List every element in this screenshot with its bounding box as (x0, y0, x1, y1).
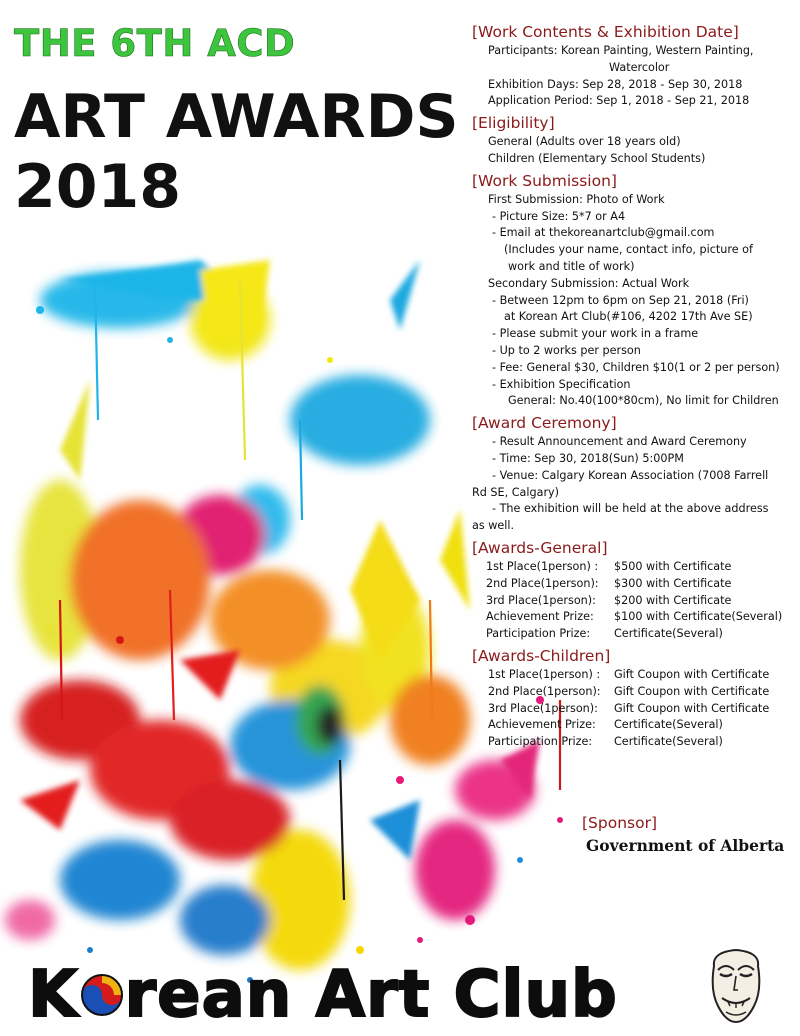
edition-title: THE 6TH ACD (14, 22, 296, 65)
ceremony-venue-2: Rd SE, Calgary) (472, 485, 560, 499)
award-label: 2nd Place(1person): (488, 684, 601, 698)
ceremony-venue-1: - Venue: Calgary Korean Association (7008 Farrell (492, 468, 769, 482)
award-label: 1st Place(1person) : (486, 559, 599, 573)
award-label: 1st Place(1person) : (488, 667, 601, 681)
club-logo (28, 955, 618, 1035)
main-title-line1: ART AWARDS (14, 82, 459, 152)
award-row (472, 559, 796, 576)
award-value: $100 with Certificate(Several) (614, 610, 783, 624)
award-row (472, 667, 796, 684)
submission-heading: [Work Submission] (472, 171, 617, 190)
award-row (472, 609, 796, 626)
award-label: Participation Prize: (488, 735, 593, 749)
awards-general-table (472, 559, 796, 643)
award-row (472, 701, 796, 718)
includes-line-1: (Includes your name, contact info, picture of (504, 243, 753, 257)
secondary-submission: Secondary Submission: Actual Work (488, 276, 690, 290)
award-value: Certificate(Several) (614, 735, 723, 749)
club-logo-k: K (28, 958, 79, 1032)
picture-size: - Picture Size: 5*7 or A4 (492, 209, 626, 223)
award-label: Achievement Prize: (486, 610, 594, 624)
award-row (472, 576, 796, 593)
awards-children-table (472, 667, 796, 751)
award-label: Achievement Prize: (488, 718, 596, 732)
submission-limit: - Up to 2 works per person (492, 343, 641, 357)
submission-between: - Between 12pm to 6pm on Sep 21, 2018 (Fri) (492, 293, 749, 307)
ceremony-result: - Result Announcement and Award Ceremony (492, 435, 747, 449)
award-row (472, 593, 796, 610)
first-submission: First Submission: Photo of Work (488, 192, 665, 206)
award-value: Certificate(Several) (614, 627, 723, 641)
award-row (472, 734, 796, 751)
exhibition-spec-detail: General: No.40(100*80cm), No limit for Children (508, 394, 779, 408)
exhibition-spec: - Exhibition Specification (492, 377, 631, 391)
eligibility-general: General (Adults over 18 years old) (488, 135, 681, 149)
award-label: 3rd Place(1person): (488, 701, 598, 715)
main-title (14, 82, 459, 222)
taegeuk-icon (80, 973, 124, 1017)
award-value: Gift Coupon with Certificate (614, 701, 770, 715)
award-value: $300 with Certificate (614, 576, 732, 590)
awards-general-heading: [Awards-General] (472, 538, 608, 557)
award-label: 2nd Place(1person): (486, 576, 599, 590)
sponsor-heading: [Sponsor] (582, 814, 658, 832)
award-label: 3rd Place(1person): (486, 593, 596, 607)
eligibility-children: Children (Elementary School Students) (488, 151, 706, 165)
includes-line-2: work and title of work) (508, 259, 635, 273)
award-row (472, 626, 796, 643)
submission-fee: - Fee: General $30, Children $10(1 or 2 per person) (492, 360, 780, 374)
ceremony-heading: [Award Ceremony] (472, 414, 617, 433)
club-logo-text: rean Art Club (124, 958, 618, 1032)
hahoe-mask-icon (706, 946, 766, 1026)
award-label: Participation Prize: (486, 627, 591, 641)
work-contents-heading: [Work Contents & Exhibition Date] (472, 23, 739, 41)
info-column (472, 22, 796, 751)
main-title-line2: 2018 (14, 152, 181, 222)
sponsor-name: Government of Alberta (586, 836, 785, 855)
award-value: Certificate(Several) (614, 718, 723, 732)
ceremony-time: - Time: Sep 30, 2018(Sun) 5:00PM (492, 451, 684, 465)
participants-line: Participants: Korean Painting, Western Painting, (488, 44, 754, 57)
award-row (472, 684, 796, 701)
eligibility-heading: [Eligibility] (472, 114, 555, 133)
awards-children-heading: [Awards-Children] (472, 646, 611, 665)
exhibition-days: Exhibition Days: Sep 28, 2018 - Sep 30, 2018 (488, 77, 743, 91)
participants-line-2: Watercolor (609, 60, 670, 74)
award-value: $500 with Certificate (614, 559, 732, 573)
ceremony-exhibit-2: as well. (472, 519, 515, 533)
submission-email: - Email at thekoreanartclub@gmail.com (492, 226, 715, 240)
award-row (472, 717, 796, 734)
award-value: Gift Coupon with Certificate (614, 667, 770, 681)
submission-frame: - Please submit your work in a frame (492, 327, 699, 341)
application-period: Application Period: Sep 1, 2018 - Sep 21, 2018 (488, 94, 750, 108)
ceremony-exhibit-1: - The exhibition will be held at the above address (492, 502, 769, 516)
award-value: $200 with Certificate (614, 593, 732, 607)
submission-location: at Korean Art Club(#106, 4202 17th Ave SE) (504, 310, 753, 324)
award-value: Gift Coupon with Certificate (614, 684, 770, 698)
